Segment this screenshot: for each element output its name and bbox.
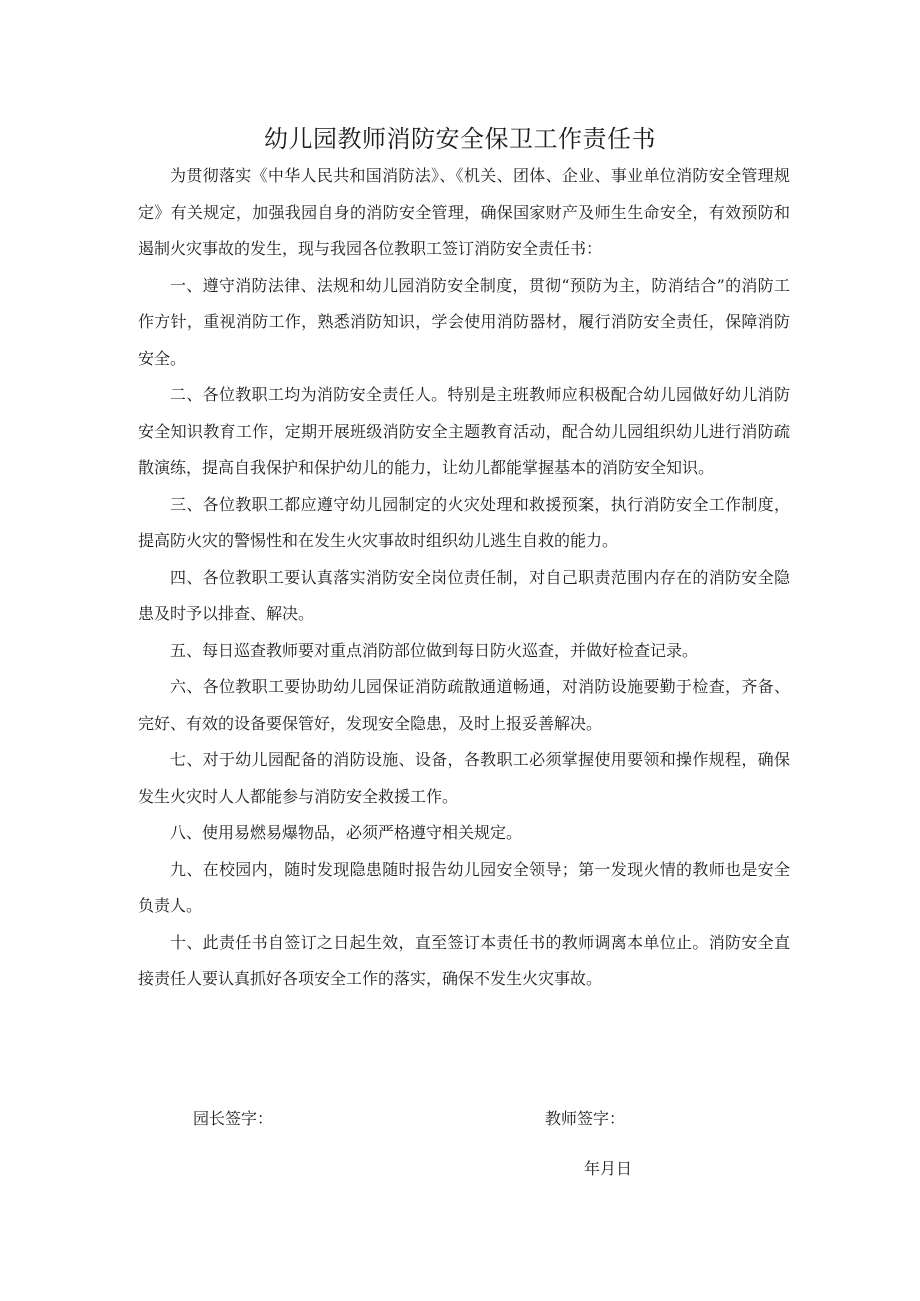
intro-paragraph: 为贯彻落实《中华人民共和国消防法》、《机关、团体、企业、事业单位消防安全管理规定》有关规定，加强我园自身的消防安全管理，确保国家财产及师生生命安全，有效预防和遏制火灾事故的发生，现与我园各位教职工签订消防安全责任书： bbox=[138, 166, 790, 258]
signature-date-label: 年月日 bbox=[584, 1159, 633, 1178]
principal-signature-label: 园长签字： bbox=[193, 1109, 274, 1128]
clause-4-paragraph: 四、各位教职工要认真落实消防安全岗位责任制，对自己职责范围内存在的消防安全隐患及时予以排查、解决。 bbox=[138, 567, 790, 623]
clause-10-paragraph: 十、此责任书自签订之日起生效，直至签订本责任书的教师调离本单位止。消防安全直接责任人要认真抓好各项安全工作的落实，确保不发生火灾事故。 bbox=[138, 932, 790, 988]
clause-3-paragraph: 三、各位教职工都应遵守幼儿园制定的火灾处理和救援预案，执行消防安全工作制度，提高防火灾的警惕性和在发生火灾事故时组织幼儿逃生自救的能力。 bbox=[138, 494, 790, 550]
clause-8-paragraph: 八、使用易燃易爆物品，必须严格遵守相关规定。 bbox=[170, 823, 523, 842]
clause-2-paragraph: 二、各位教职工均为消防安全责任人。特别是主班教师应积极配合幼儿园做好幼儿消防安全知识教育工作，定期开展班级消防安全主题教育活动，配合幼儿园组织幼儿进行消防疏散演练，提高自我保护和保护幼儿的能力，让幼儿都能掌握基本的消防安全知识。 bbox=[138, 385, 790, 477]
clause-1-paragraph: 一、遵守消防法律、法规和幼儿园消防安全制度，贯彻“预防为主，防消结合”的消防工作方针，重视消防工作，熟悉消防知识，学会使用消防器材，履行消防安全责任，保障消防安全。 bbox=[138, 275, 790, 368]
teacher-signature-label: 教师签字： bbox=[545, 1109, 626, 1128]
document-body bbox=[138, 158, 790, 998]
clause-5-paragraph: 五、每日巡查教师要对重点消防部位做到每日防火巡查，并做好检查记录。 bbox=[170, 640, 699, 660]
clause-9-paragraph: 九、在校园内，随时发现隐患随时报告幼儿园安全领导；第一发现火情的教师也是安全负责人。 bbox=[138, 859, 790, 915]
document-title: 幼儿园教师消防安全保卫工作责任书 bbox=[264, 125, 656, 153]
clause-6-paragraph: 六、各位教职工要协助幼儿园保证消防疏散通道畅通，对消防设施要勤于检查，齐备、完好、有效的设备要保管好，发现安全隐患，及时上报妥善解决。 bbox=[138, 677, 790, 733]
clause-7-paragraph: 七、对于幼儿园配备的消防设施、设备，各教职工必须掌握使用要领和操作规程，确保发生火灾时人人都能参与消防安全救援工作。 bbox=[138, 750, 790, 806]
